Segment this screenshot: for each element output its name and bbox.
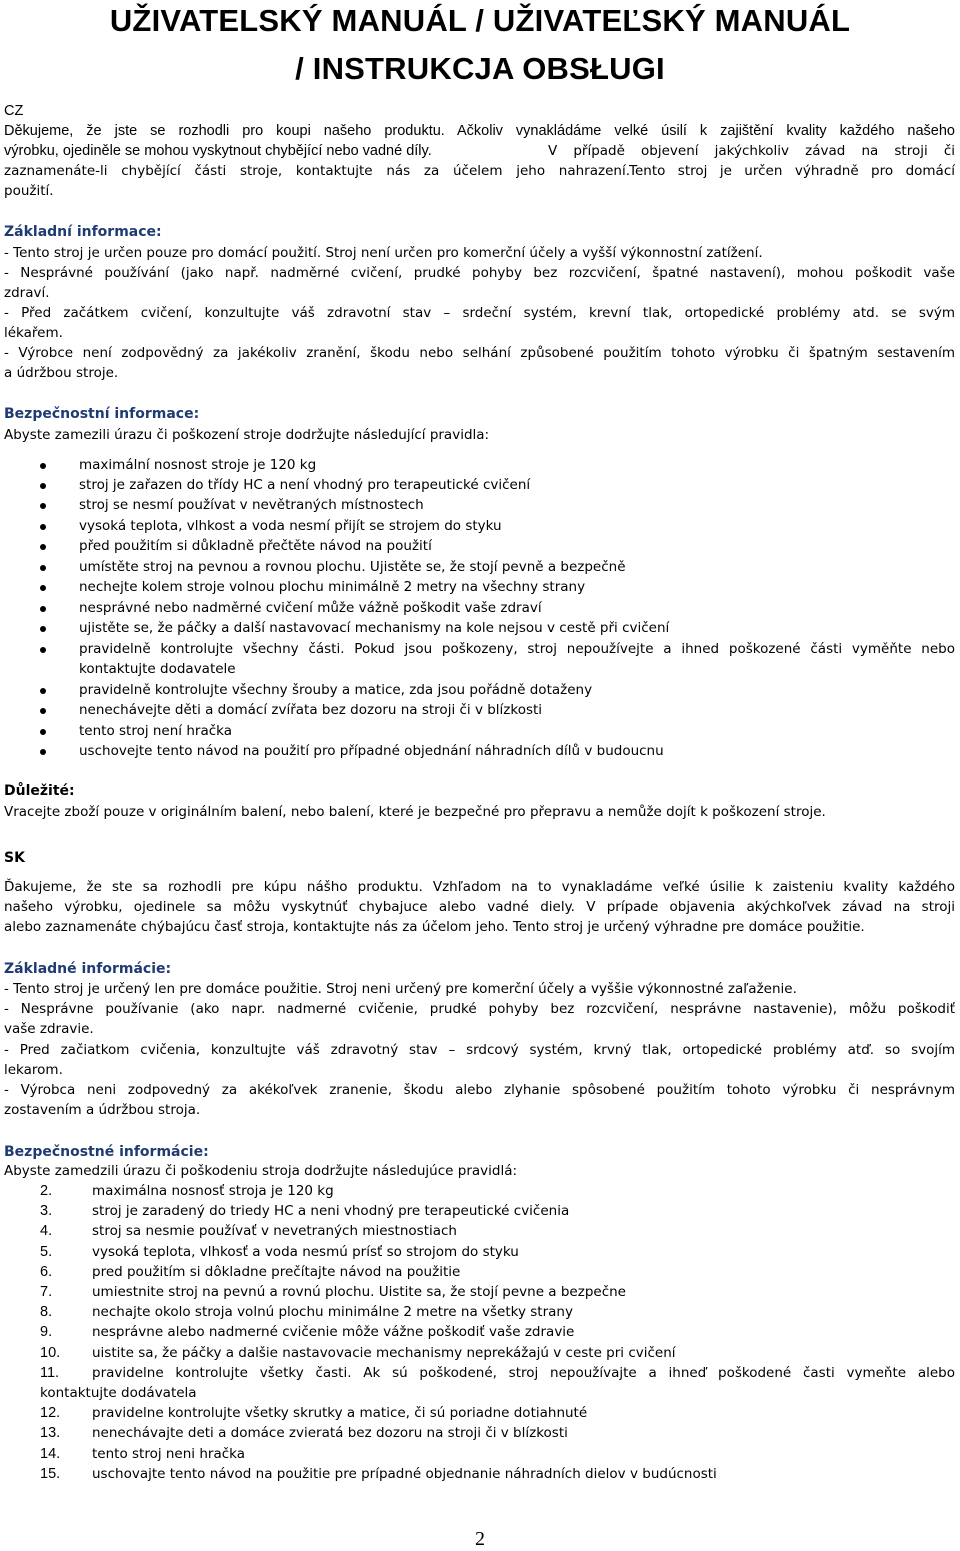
bullet-icon <box>40 708 46 714</box>
sk-basic-line: - Pred začiatkom cvičenia, konzultujte váš zdravotný stav – srdcový systém, krvný tlak, ortopedické problémy atď. so svojím <box>4 1042 955 1058</box>
sk-safety-number: 8. <box>40 1304 53 1320</box>
sk-safety-item: pravidelne kontrolujte všetky skrutky a matice, či sú poriadne dotiahnuté <box>92 1405 588 1421</box>
cz-basic-heading: Základní informace: <box>4 224 162 240</box>
bullet-icon <box>40 565 46 571</box>
page-number: 2 <box>475 1528 485 1550</box>
cz-basic-line: a údržbou stroje. <box>4 365 119 381</box>
sk-safety-number: 13. <box>40 1425 61 1441</box>
cz-intro-line: Děkujeme, že jste se rozhodli pro koupi našeho produktu. Ačkoliv vynakládáme velké úsilí k zajištění kvality každého našeho <box>4 123 955 139</box>
bullet-icon <box>40 524 46 530</box>
sk-safety-number: 3. <box>40 1203 53 1219</box>
cz-safety-item: pravidelně kontrolujte všechny šrouby a matice, zda jsou pořádně dotaženy <box>79 682 593 698</box>
bullet-icon <box>40 647 46 653</box>
sk-safety-number: 9. <box>40 1324 53 1340</box>
sk-safety-item: nenechávajte deti a domáce zvieratá bez dozoru na stroji či v blízkosti <box>92 1425 568 1441</box>
sk-safety-item: pravidelne kontrolujte všetky časti. Ak sú poškodené, stroj nepoužívajte a ihneď poškodené časti vymeňte alebo <box>92 1365 955 1381</box>
sk-safety-number: 4. <box>40 1223 53 1239</box>
sk-basic-line: zostavením a údržbou stroja. <box>4 1102 201 1118</box>
sk-safety-number: 6. <box>40 1264 53 1280</box>
sk-safety-item: nechajte okolo stroja volnú plochu minimálne 2 metre na všetky strany <box>92 1304 573 1320</box>
cz-safety-item: vysoká teplota, vlhkost a voda nesmí přijít se strojem do styku <box>79 518 502 534</box>
sk-language-label: SK <box>4 850 25 866</box>
cz-basic-line: lékařem. <box>4 325 63 341</box>
cz-safety-item: stroj je zařazen do třídy HC a není vhodný pro terapeutické cvičení <box>79 477 531 493</box>
bullet-icon <box>40 729 46 735</box>
cz-basic-line: zdraví. <box>4 285 50 301</box>
sk-safety-item: uschovajte tento návod na použitie pre prípadné objednanie náhradních dielov v budúcnosti <box>92 1466 717 1482</box>
cz-safety-item: tento stroj není hračka <box>79 723 232 739</box>
sk-safety-number: 2. <box>40 1183 53 1199</box>
cz-basic-line: - Nesprávné používání (jako např. nadměrné cvičení, prudké pohyby bez rozcvičení, špatné nastavení), mohou poškodit vaše <box>4 265 955 281</box>
cz-safety-item: maximální nosnost stroje je 120 kg <box>79 457 317 473</box>
cz-language-label: CZ <box>4 103 24 119</box>
cz-safety-heading: Bezpečnostní informace: <box>4 406 200 422</box>
sk-safety-item: uistite sa, že páčky a dalšie nastavovacie mechanismy neprekážajú v ceste pri cvičení <box>92 1345 676 1361</box>
sk-intro-line: našeho výrobku, ojedinele sa môžu vyskytnúť chybajuce alebo vadné diely. V prípade objavenia akýchkoľvek závad na stroji <box>4 899 955 915</box>
bullet-icon <box>40 606 46 612</box>
sk-basic-line: - Tento stroj je určený len pre domáce použitie. Stroj neni určený pre komerční účely a vyššie výkonnostné zaľaženie. <box>4 981 797 997</box>
bullet-icon <box>40 626 46 632</box>
cz-safety-intro: Abyste zamezili úrazu či poškození stroje dodržujte následující pravidla: <box>4 427 490 443</box>
cz-intro-line: použití. <box>4 183 54 199</box>
sk-safety-item-continued: kontaktujte dodávatela <box>40 1385 197 1401</box>
sk-safety-number: 10. <box>40 1345 61 1361</box>
cz-intro-line: V případě objevení jakýchkoliv závad na stroji či <box>548 143 955 159</box>
sk-safety-number: 15. <box>40 1466 61 1482</box>
bullet-icon <box>40 503 46 509</box>
cz-intro-line: Tento stroj je určen výhradně pro domácí <box>629 163 955 179</box>
cz-basic-line: - Tento stroj je určen pouze pro domácí použití. Stroj není určen pro komerční účely a vyšší výkonnostní zatížení. <box>4 245 763 261</box>
sk-safety-item: stroj je zaradený do triedy HC a neni vhodný pre terapeutické cvičenia <box>92 1203 570 1219</box>
page-title-line-1: UŽIVATELSKÝ MANUÁL / UŽIVATEĽSKÝ MANUÁL <box>109 3 851 38</box>
sk-safety-item: maximálna nosnosť stroja je 120 kg <box>92 1183 334 1199</box>
cz-safety-item: nenechávejte děti a domácí zvířata bez dozoru na stroji či v blízkosti <box>79 702 543 718</box>
bullet-icon <box>40 585 46 591</box>
bullet-icon <box>40 688 46 694</box>
page-title-line-2: / INSTRUKCJA OBSŁUGI <box>295 51 665 86</box>
cz-safety-item: nechejte kolem stroje volnou plochu minimálně 2 metry na všechny strany <box>79 579 586 595</box>
cz-basic-line: - Výrobce není zodpovědný za jakékoliv zranění, škodu nebo selhání způsobené použitím tohoto výrobku či špatným sestavením <box>4 345 955 361</box>
sk-safety-item: nesprávne alebo nadmerné cvičenie môže vážne poškodiť vaše zdravie <box>92 1324 575 1340</box>
sk-safety-number: 11. <box>40 1365 60 1381</box>
sk-basic-line: vaše zdravie. <box>4 1021 94 1037</box>
sk-safety-heading: Bezpečnostné informácie: <box>4 1144 209 1160</box>
sk-safety-intro: Abyste zamedzili úrazu či poškodeniu stroja dodržujte následujúce pravidlá: <box>4 1163 518 1179</box>
sk-basic-line: - Nesprávne používanie (ako napr. nadmerné cvičenie, prudké pohyby bez rozcvičení, nesprávne nastavenie), môžu poškodiť <box>4 1001 955 1017</box>
sk-safety-item: pred použitím si dôkladne prečítajte návod na použitie <box>92 1264 461 1280</box>
cz-safety-item: umístěte stroj na pevnou a rovnou plochu. Ujistěte se, že stojí pevně a bezpečně <box>79 559 626 575</box>
cz-basic-line: - Před začátkem cvičení, konzultujte váš zdravotní stav – srdeční systém, krevní tlak, ortopedické problémy atd. se svým <box>4 305 955 321</box>
cz-intro-line: zaznamenáte-li chybějící části stroje, kontaktujte nás za účelem jeho nahrazení. <box>4 163 630 179</box>
bullet-icon <box>40 483 46 489</box>
cz-safety-item: uschovejte tento návod na použití pro případné objednání náhradních dílů v budoucnu <box>79 743 664 759</box>
cz-intro-line: výrobku, ojediněle se mohou vyskytnout chybějící nebo vadné díly. <box>4 143 432 159</box>
cz-safety-item-continued: kontaktujte dodavatele <box>79 661 236 677</box>
sk-basic-line: - Výrobca neni zodpovedný za akékoľvek zranenie, škodu alebo zlyhanie spôsobené použitím tohoto výrobku či nesprávnym <box>4 1082 955 1098</box>
sk-safety-number: 12. <box>40 1405 61 1421</box>
sk-safety-item: umiestnite stroj na pevnú a rovnú plochu. Uistite sa, že stojí pevne a bezpečne <box>92 1284 626 1300</box>
sk-intro-line: Ďakujeme, že ste sa rozhodli pre kúpu nášho produktu. Vzhľadom na to vynakladáme veľké úsilie k zaisteniu kvality každého <box>4 879 955 895</box>
bullet-icon <box>40 544 46 550</box>
bullet-icon <box>40 749 46 755</box>
cz-important-heading: Důležité: <box>4 783 75 799</box>
sk-safety-item: stroj sa nesmie používať v nevetraných miestnostiach <box>92 1223 457 1239</box>
cz-safety-item: před použitím si důkladně přečtěte návod na použití <box>79 538 432 554</box>
sk-basic-line: lekarom. <box>4 1062 63 1078</box>
bullet-icon <box>40 463 46 469</box>
cz-safety-item: stroj se nesmí používat v nevětraných místnostech <box>79 497 424 513</box>
sk-safety-number: 7. <box>40 1284 53 1300</box>
cz-safety-item: nesprávné nebo nadměrné cvičení může vážně poškodit vaše zdraví <box>79 600 542 616</box>
sk-safety-number: 14. <box>40 1446 61 1462</box>
sk-safety-item: tento stroj neni hračka <box>92 1446 245 1462</box>
sk-safety-item: vysoká teplota, vlhkosť a voda nesmú prísť so strojom do styku <box>92 1244 519 1260</box>
cz-important-text: Vracejte zboží pouze v originálním balení, nebo balení, které je bezpečné pro přepravu a nemůže dojít k poškození stroje. <box>4 804 826 820</box>
sk-safety-number: 5. <box>40 1244 53 1260</box>
sk-basic-heading: Základné informácie: <box>4 961 172 977</box>
cz-safety-item: ujistěte se, že páčky a další nastavovací mechanismy na kole nejsou v cestě při cvičení <box>79 620 670 636</box>
sk-intro-line: alebo zaznamenáte chýbajúcu časť stroja, kontaktujte nás za účelom jeho. Tento stroj je určený výhradne pre domáce použitie. <box>4 919 865 935</box>
cz-safety-item: pravidelně kontrolujte všechny části. Pokud jsou poškozeny, stroj nepoužívejte a ihned poškozené části vyměňte nebo <box>79 641 955 657</box>
